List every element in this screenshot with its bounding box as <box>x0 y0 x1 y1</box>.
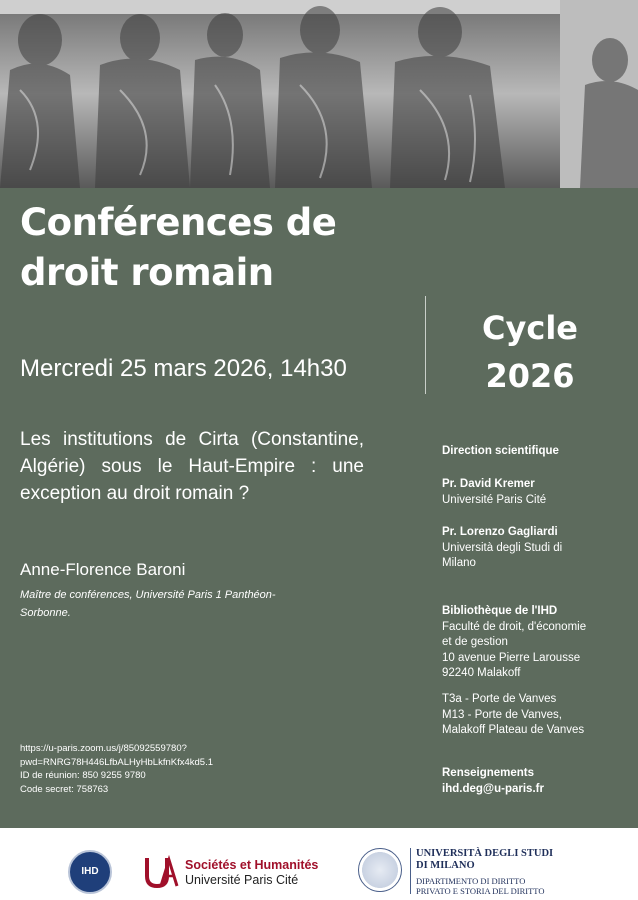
director-1-affiliation: Université Paris Cité <box>442 493 547 506</box>
venue-line-2: et de gestion <box>442 636 508 648</box>
speaker-name: Anne-Florence Baroni <box>20 560 186 579</box>
director-2 <box>442 525 632 572</box>
contact-email[interactable]: ihd.deg@u-paris.fr <box>442 782 544 795</box>
venue-name: Bibliothèque de l'IHD <box>442 605 558 617</box>
ihd-logo: IHD <box>68 850 112 894</box>
milano-line-2: DI MILANO <box>416 860 475 871</box>
direction-heading: Direction scientifique <box>442 445 559 457</box>
director-2-affiliation-2: Milano <box>442 557 476 569</box>
milano-seal-logo <box>358 848 402 892</box>
speaker-affiliation <box>20 586 320 622</box>
affiliation-line-1: Maître de conférences, Université Paris 1 Panthéon- <box>20 589 276 601</box>
venue-line-4: 92240 Malakoff <box>442 667 521 679</box>
milano-text <box>416 848 591 896</box>
contact-block <box>442 766 632 797</box>
roman-relief-sculpture <box>0 0 638 188</box>
poster-title <box>20 198 400 298</box>
milano-line-1: UNIVERSITÀ DEGLI STUDI <box>416 848 554 859</box>
zoom-info <box>20 742 280 796</box>
milano-dept-1: DIPARTIMENTO DI DIRITTO <box>416 876 526 886</box>
venue-block <box>442 604 632 682</box>
zoom-meeting-id: ID de réunion: 850 9255 9780 <box>20 770 146 781</box>
societes-humanites-text <box>185 858 318 888</box>
director-1-name: Pr. David Kremer <box>442 478 535 490</box>
societes-humanites-logo-icon <box>143 854 179 890</box>
transport-line-2: M13 - Porte de Vanves, <box>442 708 562 721</box>
transport-line-1: T3a - Porte de Vanves <box>442 693 557 705</box>
contact-heading: Renseignements <box>442 767 535 779</box>
cycle-line-1: Cycle <box>482 309 578 347</box>
transport-line-3: Malakoff Plateau de Vanves <box>442 724 585 736</box>
cycle-year: 2026 <box>485 357 575 395</box>
title-line-2: droit romain <box>20 251 274 294</box>
venue-line-3: 10 avenue Pierre Larousse <box>442 651 581 664</box>
cycle-label <box>440 304 620 400</box>
zoom-link-line-2[interactable]: pwd=RNRG78H446LfbALHyHbLkfnKfx4kd5.1 <box>20 756 214 768</box>
societes-line-2: Université Paris Cité <box>185 873 299 887</box>
director-2-name: Pr. Lorenzo Gagliardi <box>442 526 558 538</box>
header-relief-image <box>0 0 638 188</box>
event-date: Mercredi 25 mars 2026, 14h30 <box>20 355 347 382</box>
affiliation-line-2: Sorbonne. <box>20 607 71 619</box>
zoom-link-line-1[interactable]: https://u-paris.zoom.us/j/85092559780? <box>20 743 187 754</box>
title-line-1: Conférences de <box>20 201 337 244</box>
zoom-passcode: Code secret: 758763 <box>20 783 109 795</box>
milano-dept-2: PRIVATO E STORIA DEL DIRITTO <box>416 886 545 896</box>
societes-line-1: Sociétés et Humanités <box>185 858 319 872</box>
director-2-affiliation-1: Università degli Studi di <box>442 541 563 554</box>
talk-title: Les institutions de Cirta (Constantine, Algérie) sous le Haut-Empire : une exception au droit romain ? <box>20 429 364 504</box>
venue-line-1: Faculté de droit, d'économie <box>442 620 587 633</box>
transport-block <box>442 692 632 739</box>
director-1 <box>442 477 632 508</box>
milano-divider <box>410 848 411 894</box>
vertical-divider <box>425 296 426 394</box>
footer-logos <box>0 828 638 900</box>
